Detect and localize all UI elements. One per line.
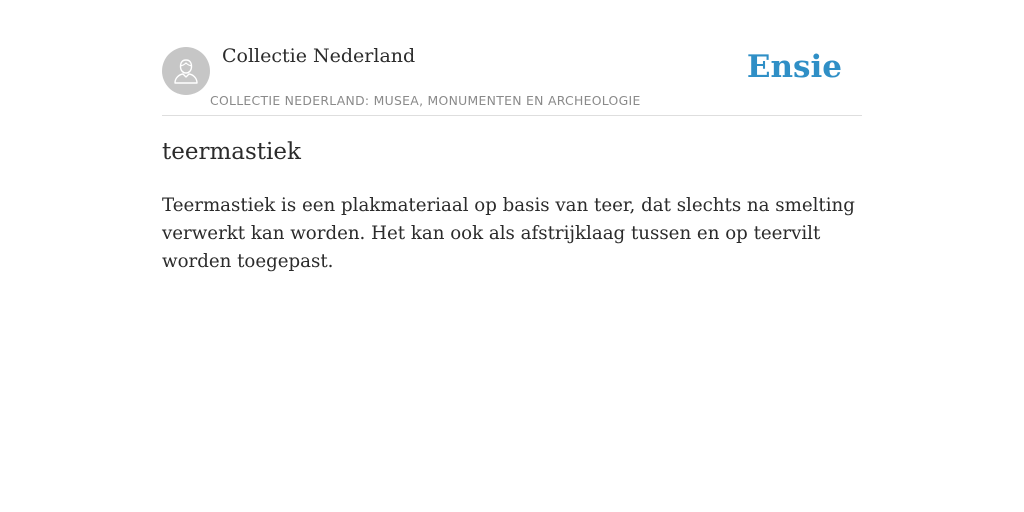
entry-title: teermastiek xyxy=(162,139,301,165)
author-name[interactable]: Collectie Nederland xyxy=(222,45,416,67)
user-icon xyxy=(171,56,201,86)
entry-header xyxy=(162,0,862,116)
collection-name[interactable]: COLLECTIE NEDERLAND: MUSEA, MONUMENTEN EN ARCHEOLOGIE xyxy=(210,93,641,108)
entry-container xyxy=(162,0,862,272)
brand-logo[interactable]: Ensie xyxy=(746,49,842,85)
avatar[interactable] xyxy=(162,47,210,95)
entry-body: Teermastiek is een plakmateriaal op basis van teer, dat slechts na smelting verwerkt kan worden. Het kan ook als afstrijklaag tussen en op teervilt worden toegepast. xyxy=(162,195,855,272)
